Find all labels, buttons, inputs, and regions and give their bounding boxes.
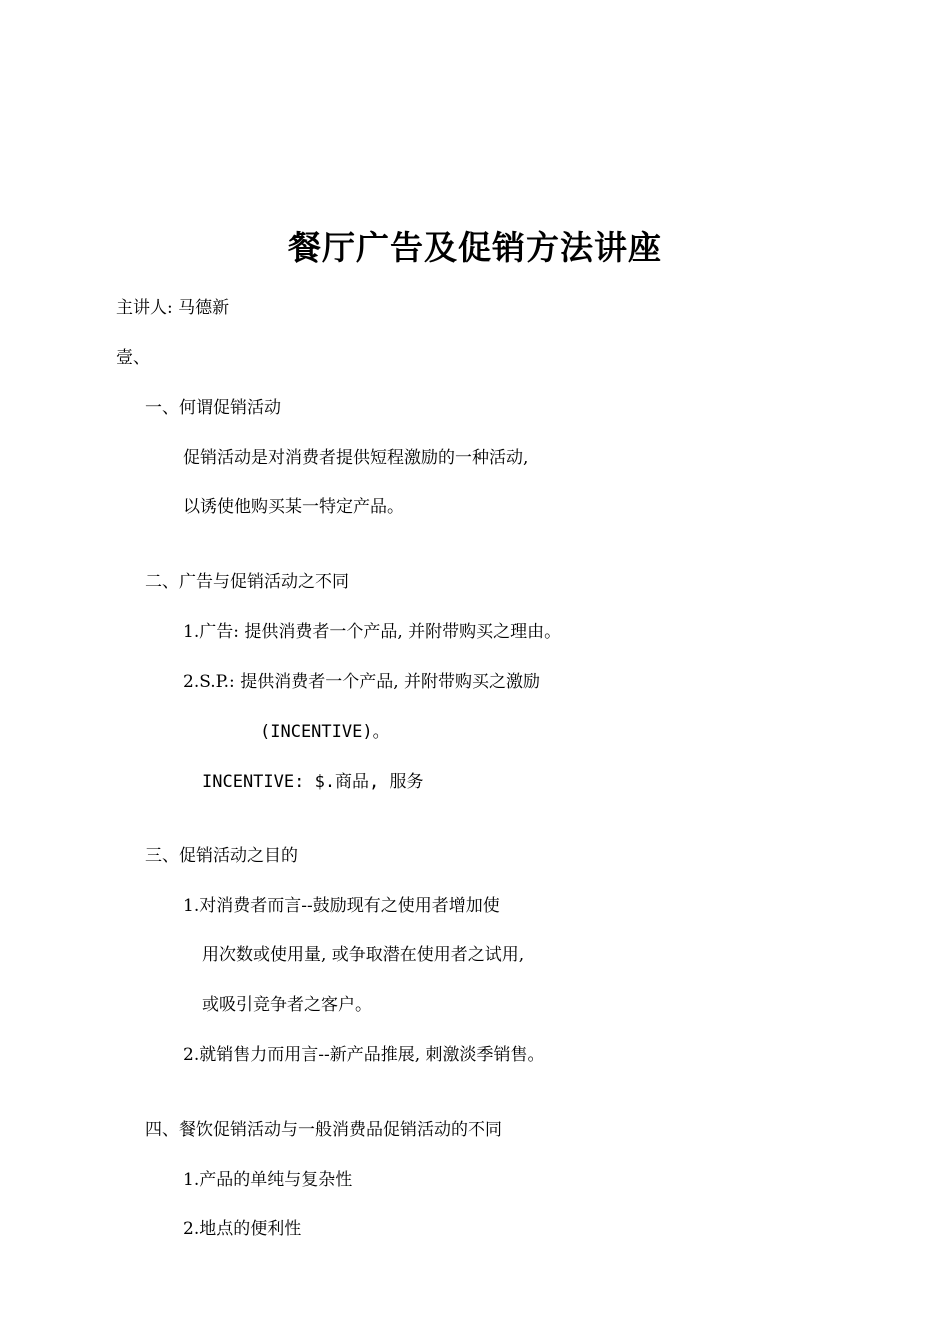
section-1-line-1: 促销活动是对消费者提供短程激励的一种活动, (183, 448, 529, 468)
chapter-heading: 壹、 (116, 348, 150, 368)
section-3-line-3: 或吸引竞争者之客户。 (202, 995, 372, 1015)
section-4-line-2: 2.地点的便利性 (183, 1219, 302, 1239)
section-heading-3: 三、促销活动之目的 (145, 846, 298, 866)
section-2-line-4: INCENTIVE: $.商品, 服务 (202, 772, 424, 792)
section-3-line-1: 1.对消费者而言--鼓励现有之使用者增加使 (183, 896, 500, 916)
section-3-line-4: 2.就销售力而用言--新产品推展, 刺激淡季销售。 (183, 1045, 545, 1065)
section-4-line-1: 1.产品的单纯与复杂性 (183, 1170, 353, 1190)
section-heading-4: 四、餐饮促销活动与一般消费品促销活动的不同 (145, 1120, 502, 1140)
speaker-line: 主讲人: 马德新 (116, 298, 230, 318)
section-2-line-1: 1.广告: 提供消费者一个产品, 并附带购买之理由。 (183, 622, 562, 642)
section-3-line-2: 用次数或使用量, 或争取潜在使用者之试用, (202, 945, 525, 965)
document-title: 餐厅广告及促销方法讲座 (288, 228, 662, 267)
section-1-line-2: 以诱使他购买某一特定产品。 (183, 497, 404, 517)
section-2-line-2: 2.S.P.: 提供消费者一个产品, 并附带购买之激励 (183, 672, 540, 692)
section-heading-1: 一、何谓促销活动 (145, 398, 281, 418)
section-2-line-3: (INCENTIVE)。 (260, 722, 390, 742)
section-heading-2: 二、广告与促销活动之不同 (145, 572, 349, 592)
